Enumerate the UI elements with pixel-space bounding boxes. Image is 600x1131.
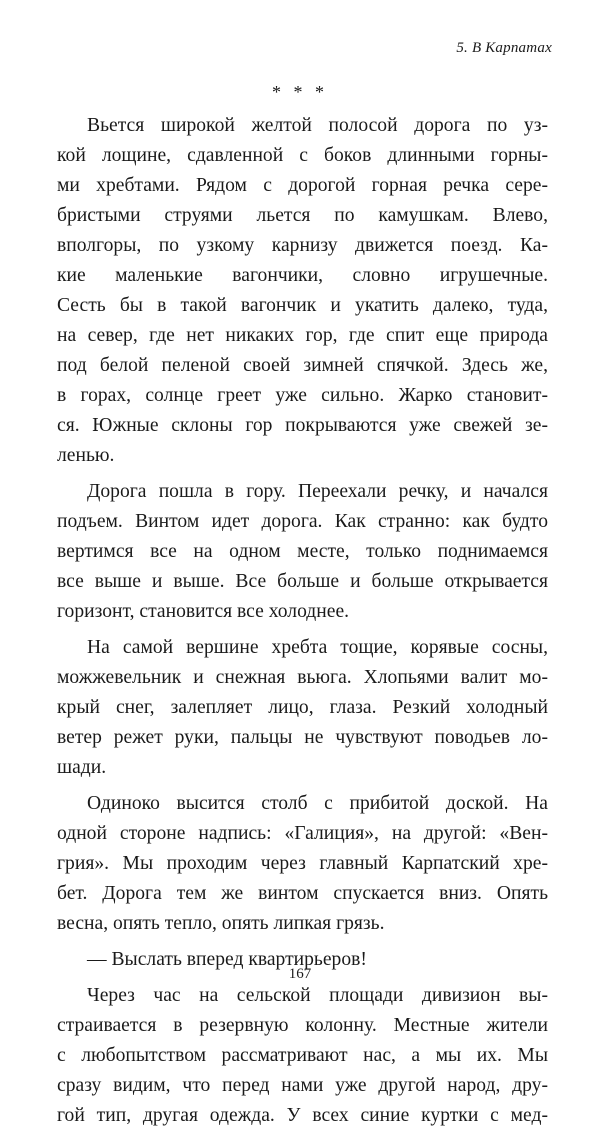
text-line: одной стороне надпись: «Галиция», на другой: «Вен-: [57, 823, 548, 844]
text-line: все выше и выше. Все больше и больше открывается: [57, 571, 548, 592]
text-line: весна, опять тепло, опять липкая грязь.: [57, 913, 385, 934]
text-line: можжевельник и снежная вьюга. Хлопьями валит мо-: [57, 667, 548, 688]
text-line: Дорога пошла в гору. Переехали речку, и начался: [87, 481, 548, 502]
text-line: вполгоры, по узкому карнизу движется поезд. Ка-: [57, 235, 548, 256]
text-line: страивается в резервную колонну. Местные жители: [57, 1015, 548, 1036]
text-line: Через час на сельской площади дивизион вы-: [87, 985, 548, 1006]
text-line: на север, где нет никаких гор, где спит еще природа: [57, 325, 548, 346]
paragraph: [57, 633, 548, 783]
text-line: гой тип, другая одежда. У всех синие куртки с мед-: [57, 1105, 548, 1126]
text-line: ся. Южные склоны гор покрываются уже свежей зе-: [57, 415, 548, 436]
paragraph: [57, 789, 548, 939]
text-line: Сесть бы в такой вагончик и укатить далеко, туда,: [57, 295, 548, 316]
text-line: с любопытством рассматривают нас, а мы их. Мы: [57, 1045, 548, 1066]
text-line: кие маленькие вагончики, словно игрушечные.: [57, 265, 548, 286]
running-title: 5. В Карпатах: [456, 40, 552, 56]
page-number: 167: [288, 966, 312, 982]
text-line: подъем. Винтом идет дорога. Как странно: как будто: [57, 511, 548, 532]
text-line: ветер режет руки, пальцы не чувствуют поводьев ло-: [57, 727, 548, 748]
text-line: крый снег, залепляет лицо, глаза. Резкий холодный: [57, 697, 548, 718]
text-line: — Выслать вперед квартирьеров!: [87, 949, 367, 970]
text-line: бет. Дорога тем же винтом спускается вниз. Опять: [57, 883, 548, 904]
text-line: вертимся все на одном месте, только поднимаемся: [57, 541, 548, 562]
text-line: бристыми струями льется по камушкам. Влево,: [57, 205, 548, 226]
text-line: кой лощине, сдавленной с боков длинными горны-: [57, 145, 548, 166]
paragraph: [57, 981, 548, 1131]
text-line: сразу видим, что перед нами уже другой народ, дру-: [57, 1075, 548, 1096]
text-line: Вьется широкой желтой полосой дорога по уз-: [87, 115, 548, 136]
paragraph: [57, 477, 548, 627]
text-line: ленью.: [57, 445, 115, 466]
text-line: в горах, солнце греет уже сильно. Жарко становит-: [57, 385, 548, 406]
text-line: грия». Мы проходим через главный Карпатский хре-: [57, 853, 548, 874]
paragraph: [57, 111, 548, 471]
text-line: горизонт, становится все холоднее.: [57, 601, 350, 622]
text-line: Одиноко высится столб с прибитой доской. На: [87, 793, 548, 814]
section-divider: * * *: [272, 82, 328, 102]
text-line: под белой пеленой своей зимней спячкой. Здесь же,: [57, 355, 548, 376]
text-line: шади.: [57, 757, 107, 778]
text-line: На самой вершине хребта тощие, корявые сосны,: [87, 637, 548, 658]
text-line: ми хребтами. Рядом с дорогой горная речка сере-: [57, 175, 548, 196]
